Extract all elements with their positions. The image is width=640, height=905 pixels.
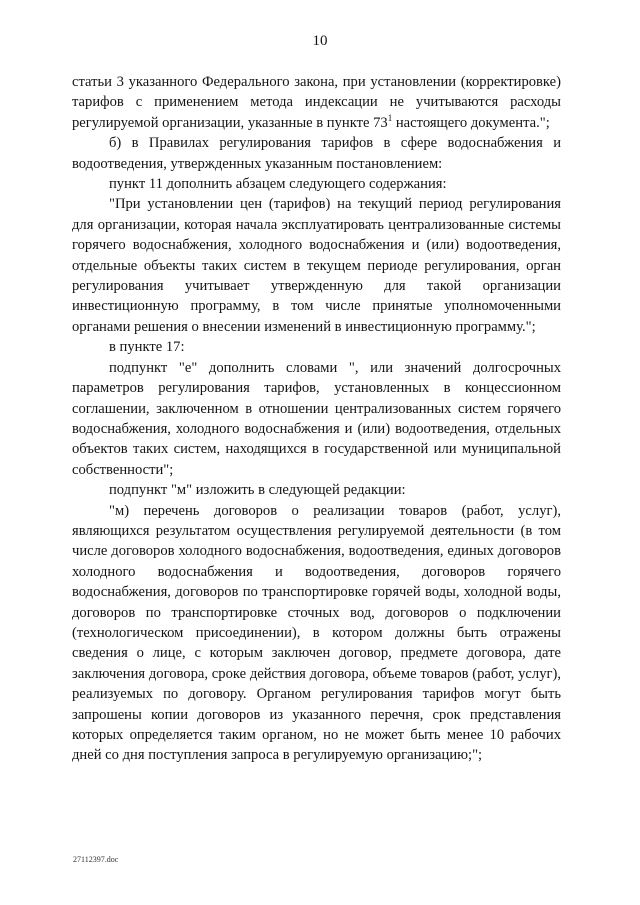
page-number: 10 (312, 33, 328, 49)
document-body (72, 72, 561, 766)
paragraph-quoted-insert: "При установлении цен (тарифов) на текущий период регулирования для организации, которая начала эксплуатировать централизованные системы горячего водоснабжения, холодного водоснабжения и (или) водоотведения, отдельные объекты таких систем в текущем периоде регулирования, орган регулирования учитывает утвержденную для такой организации инвестиционную программу, в том числе принятые уполномоченными органами решения о внесении изменений в инвестиционную программу."; (72, 196, 561, 335)
paragraph-item-11: пункт 11 дополнить абзацем следующего содержания: (109, 176, 447, 193)
paragraph-subitem-e: подпункт "е" дополнить словами ", или значений долгосрочных параметров регулирования тарифов, установленных в концессионном соглашении, заключенном в отношении централизованных систем горячего водоснабжения, холодного водоснабжения и (или) водоотведения, отдельных объектов таких систем, находящихся в государственной или муниципальной собственности"; (72, 359, 561, 478)
paragraph-item-17: в пункте 17: (109, 339, 185, 356)
paragraph-text: статьи 3 указанного Федерального закона, при установлении (корректировке) тарифов с применением метода индексации не учитываются расходы регулируемой организации, указанные в пункте 73 (72, 74, 561, 131)
paragraph-continuation (72, 72, 561, 133)
paragraph-subitem-m-intro: подпункт "м" изложить в следующей редакции: (109, 482, 406, 499)
paragraph-b-rules: б) в Правилах регулирования тарифов в сфере водоснабжения и водоотведения, утвержденных указанным постановлением: (72, 135, 561, 172)
document-file-code: 27112397.doc (73, 855, 119, 864)
paragraph-subitem-m-text: "м) перечень договоров о реализации товаров (работ, услуг), являющихся результатом осуществления регулируемой деятельности (в том числе договоров холодного водоснабжения, водоотведения, единых договоров холодного водоснабжения и водоотведения, договоров горячего водоснабжения, договоров по транспортировке горячей воды, холодной воды, договоров по транспортировке сточных вод, договоров о подключении (технологическом присоединении), в котором должны быть отражены сведения о лице, с которым заключен договор, предмете договора, дате заключения договора, сроке действия договора, объеме товаров (работ, услуг), реализуемых по договору. Органом регулирования тарифов могут быть запрошены копии договоров из указанного перечня, срок представления которых определяется таким органом, но не может быть менее 10 рабочих дней со дня поступления запроса в регулируемую организацию;"; (72, 502, 561, 764)
footnote-superscript: 1 (387, 112, 393, 123)
paragraph-text-end: настоящего документа."; (392, 114, 550, 131)
